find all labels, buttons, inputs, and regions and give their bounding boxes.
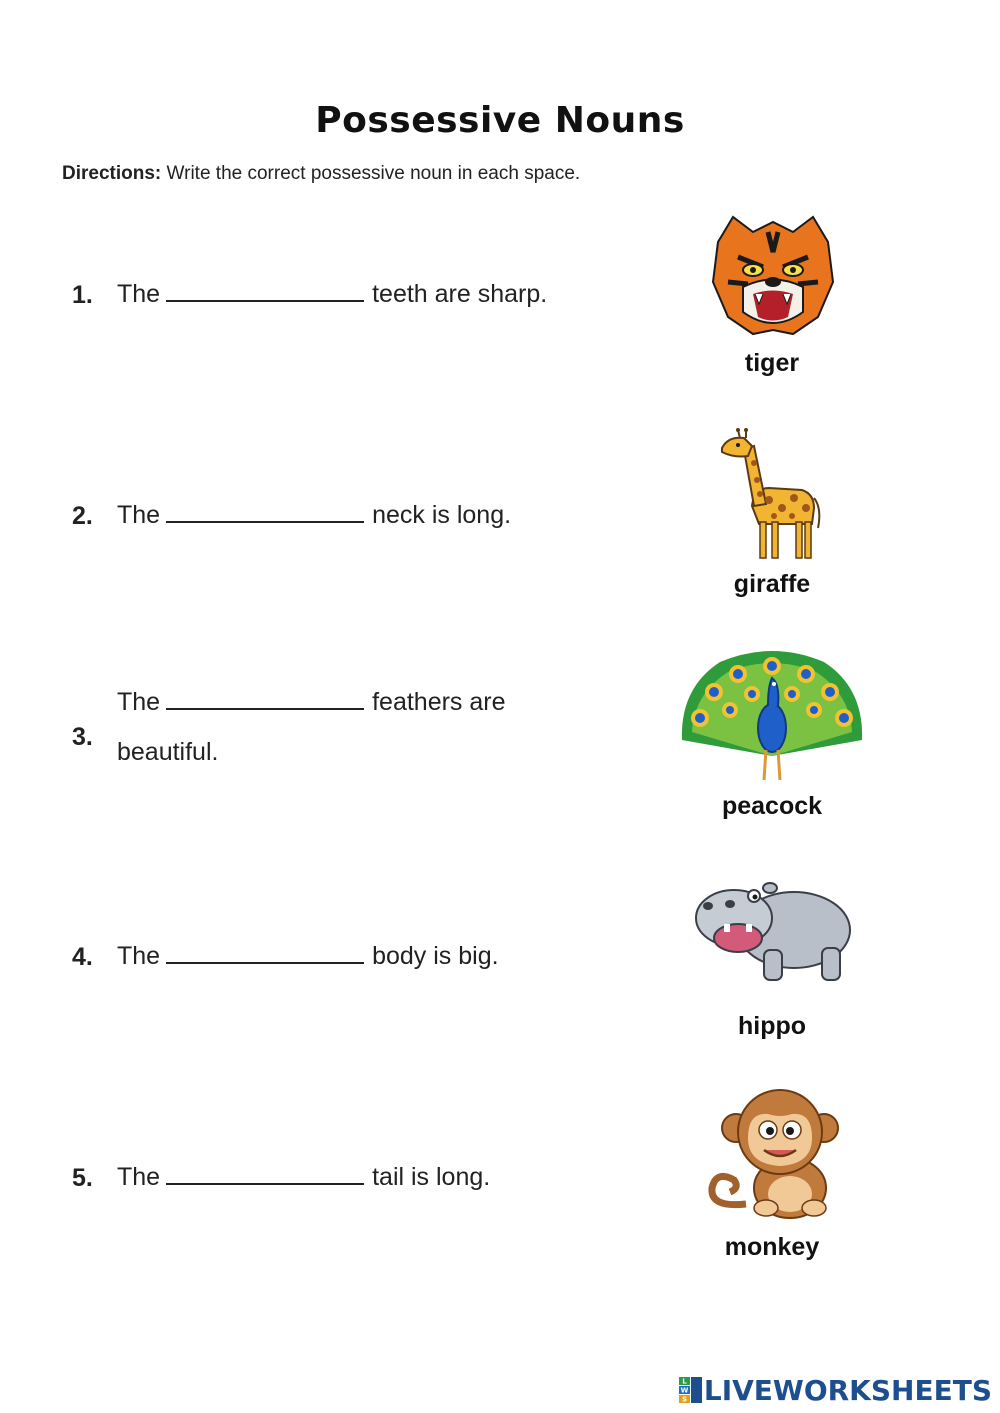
logo-letter: W [680, 1386, 689, 1395]
question-text-before: The [117, 501, 161, 529]
question-text-before: The [117, 688, 161, 716]
question-text-continued: beautiful. [117, 738, 219, 766]
question-text-after: body is big. [372, 942, 499, 970]
animal-label-tiger: tiger [744, 349, 800, 377]
answer-blank-5[interactable] [166, 1161, 364, 1185]
question-text-before: The [117, 280, 161, 308]
answer-blank-3[interactable] [166, 686, 364, 710]
logo-letter: S [681, 1395, 687, 1404]
question-number: 1. [72, 281, 93, 309]
peacock-illustration [680, 648, 864, 784]
answer-blank-4[interactable] [166, 940, 364, 964]
question-number: 4. [72, 943, 93, 971]
directions-label: Directions: [62, 163, 162, 184]
question-text-after: neck is long. [372, 501, 512, 529]
liveworksheets-logo-icon [678, 1376, 704, 1404]
hippo-illustration [694, 880, 856, 984]
question-text-before: The [117, 942, 161, 970]
question-text-after: tail is long. [372, 1163, 491, 1191]
animal-label-monkey: monkey [724, 1233, 820, 1261]
tiger-illustration [708, 212, 838, 337]
directions [62, 163, 580, 185]
answer-blank-1[interactable] [166, 278, 364, 302]
animal-label-giraffe: giraffe [733, 570, 811, 598]
logo-letter: L [682, 1377, 687, 1386]
answer-blank-2[interactable] [166, 499, 364, 523]
question-text-before: The [117, 1163, 161, 1191]
page-title: Possessive Nouns [315, 100, 685, 141]
footer-logo[interactable] [678, 1373, 992, 1407]
giraffe-illustration [714, 428, 826, 562]
question-number: 3. [72, 723, 93, 751]
monkey-illustration [706, 1088, 840, 1224]
directions-text: Write the correct possessive noun in each space. [166, 163, 581, 184]
question-text-after: teeth are sharp. [372, 280, 548, 308]
question-number: 5. [72, 1164, 93, 1192]
animal-label-hippo: hippo [737, 1012, 807, 1040]
question-text-after: feathers are [372, 688, 506, 716]
question-number: 2. [72, 502, 93, 530]
animal-label-peacock: peacock [721, 792, 823, 820]
brand-wordmark: LIVEWORKSHEETS [703, 1373, 992, 1407]
